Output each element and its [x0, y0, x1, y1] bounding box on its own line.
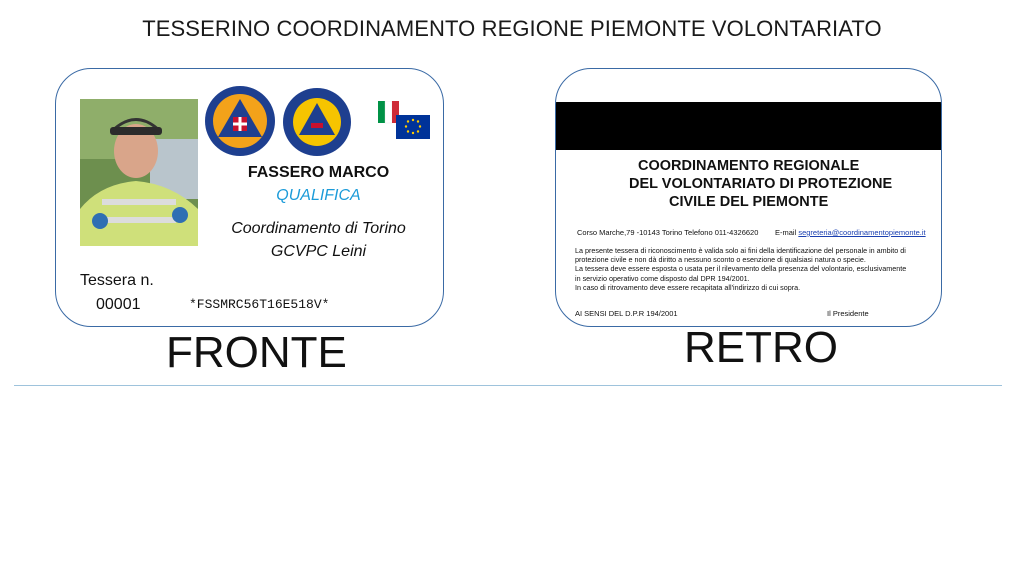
address: Corso Marche,79 -10143 Torino Telefono 011-4326620	[577, 228, 759, 237]
card-number-label: Tessera n.	[80, 272, 154, 289]
flags-icon	[378, 101, 430, 141]
notice-line: La presente tessera di riconoscimento è valida solo ai fini della identificazione del personale in ambito di	[575, 246, 906, 255]
notice-line: La tessera deve essere esposta o usata per il rilevamento della presenza del volontario, esclusivamente	[575, 264, 907, 274]
email-line	[775, 228, 926, 237]
card-front	[55, 68, 444, 327]
card-back	[555, 68, 942, 327]
divider-line	[14, 385, 1002, 386]
back-heading-line-2: DEL VOLONTARIATO DI PROTEZIONE	[629, 176, 893, 192]
civil-protection-logo	[282, 87, 352, 157]
back-heading-line-3: CIVILE DEL PIEMONTE	[669, 194, 829, 210]
email-label: E-mail	[775, 228, 799, 237]
legal-reference: AI SENSI DEL D.P.R 194/2001	[575, 309, 678, 318]
notice-line: In caso di ritrovamento deve essere recapitata all'indirizzo di cui sopra.	[575, 282, 801, 292]
barcode-text: *FSSMRC56T16E518V*	[189, 297, 330, 312]
notice-text	[575, 246, 930, 292]
member-name: FASSERO MARCO	[247, 164, 390, 181]
magnetic-stripe	[556, 102, 941, 150]
notice-line: protezione civile e non dà diritto a nessuno sconto o esenzione di qualsiasi natura o specie.	[575, 255, 866, 265]
president-signature-label: Il Presidente	[827, 309, 869, 318]
member-photo	[80, 99, 198, 246]
card-number: 00001	[96, 296, 141, 313]
notice-line: in servizio operativo come disposto dal DPR 194/2001.	[575, 273, 750, 283]
front-caption: FRONTE	[166, 328, 347, 377]
slide-title: TESSERINO COORDINAMENTO REGIONE PIEMONTE VOLONTARIATO	[142, 16, 882, 41]
regional-coordination-logo	[204, 85, 276, 157]
coordination-line-1: Coordinamento di Torino	[231, 220, 406, 237]
back-caption: RETRO	[684, 323, 838, 372]
back-heading-line-1: COORDINAMENTO REGIONALE	[638, 158, 860, 174]
coordination-line-2: GCVPC Leini	[270, 243, 367, 260]
member-qualification: QUALIFICA	[276, 187, 361, 204]
email-link[interactable]: segreteria@coordinamentopiemonte.it	[798, 228, 926, 237]
